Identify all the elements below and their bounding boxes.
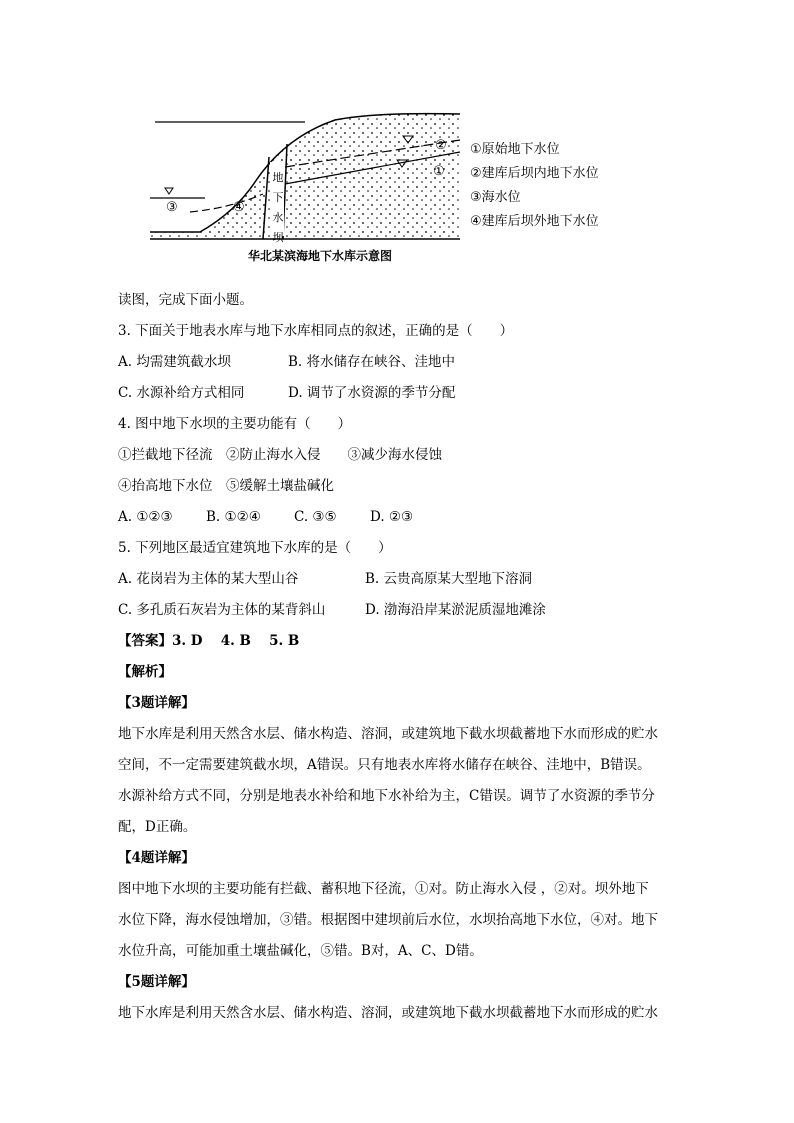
question-block [118, 285, 678, 1029]
question-4-items-2: ④抬高地下水位 ⑤缓解土壤盐碱化 [118, 478, 334, 494]
option-a[interactable]: A. 均需建筑截水坝 [118, 354, 231, 370]
detail-4-line: 图中地下水坝的主要功能有拦截、蓄积地下径流，①对。防止海水入侵 ，②对。坝外地下 [118, 881, 649, 897]
marker-1: ① [433, 164, 445, 179]
dam-label-char: 地 [272, 171, 284, 184]
question-3-stem: 3. 下面关于地表水库与地下水库相同点的叙述，正确的是（ ） [118, 323, 514, 339]
detail-3-line: 水源补给方式不同，分别是地表水补给和地下水补给为主，C错误。调节了水资源的季节分 [118, 788, 655, 804]
dam-label-char: 水 [272, 211, 284, 224]
option-d[interactable]: D. 渤海沿岸某淤泥质湿地滩涂 [365, 602, 546, 618]
option-d[interactable]: D. 调节了水资源的季节分配 [288, 385, 456, 401]
detail-3-line: 配，D正确。 [118, 819, 197, 835]
option-b[interactable]: B. ①②④ [206, 509, 261, 525]
marker-3: ③ [166, 200, 178, 215]
legend-item: ③海水位 [470, 190, 521, 205]
option-b[interactable]: B. 将水储存在峡谷、洼地中 [288, 354, 456, 370]
detail-3-title: 【3题详解】 [118, 695, 195, 711]
question-5-stem: 5. 下列地区最适宜建筑地下水库的是（ ） [118, 540, 392, 556]
question-5-options-row-1 [118, 564, 678, 595]
question-3-options-row-1 [118, 347, 678, 378]
dam-label [271, 168, 285, 248]
detail-3-line: 空间，不一定需要建筑截水坝，A错误。只有地表水库将水储存在峡谷、洼地中，B错误。 [118, 757, 651, 773]
option-c[interactable]: C. ③⑤ [294, 509, 337, 525]
option-c[interactable]: C. 水源补给方式相同 [118, 385, 245, 401]
legend-item: ④建库后坝外地下水位 [470, 214, 599, 229]
detail-4-line: 水位下降，海水侵蚀增加，③错。根据图中建坝前后水位，水坝抬高地下水位，④对。地下 [118, 912, 658, 928]
dam-label-char: 下 [272, 191, 284, 204]
detail-5-line: 地下水库是利用天然含水层、储水构造、溶洞，或建筑地下截水坝截蓄地下水而形成的贮水 [118, 1005, 658, 1021]
legend-item: ②建库后坝内地下水位 [470, 166, 599, 181]
question-4-stem: 4. 图中地下水坝的主要功能有（ ） [118, 416, 352, 432]
analysis-title: 【解析】 [118, 664, 172, 680]
answer-line: 【答案】3. D 4. B 5. B [118, 633, 300, 649]
question-4-options [118, 502, 678, 533]
detail-3-line: 地下水库是利用天然含水层、储水构造、溶洞，或建筑地下截水坝截蓄地下水而形成的贮水 [118, 726, 658, 742]
marker-4: ④ [233, 200, 245, 215]
option-a[interactable]: A. ①②③ [118, 509, 173, 525]
option-c[interactable]: C. 多孔质石灰岩为主体的某背斜山 [118, 602, 326, 618]
option-d[interactable]: D. ②③ [370, 509, 414, 525]
option-b[interactable]: B. 云贵高原某大型地下溶洞 [365, 571, 533, 587]
option-a[interactable]: A. 花岗岩为主体的某大型山谷 [118, 571, 299, 587]
detail-5-title: 【5题详解】 [118, 974, 195, 990]
figure-caption: 华北某滨海地下水库示意图 [248, 249, 393, 263]
ground-fill [150, 114, 460, 239]
water-level-triangle [165, 188, 173, 194]
intro-text: 读图，完成下面小题。 [118, 292, 253, 308]
detail-4-title: 【4题详解】 [118, 850, 195, 866]
question-5-options-row-2 [118, 595, 678, 626]
question-3-options-row-2 [118, 378, 678, 409]
legend-item: ①原始地下水位 [470, 142, 560, 157]
diagram-legend [470, 138, 599, 234]
marker-2: ② [435, 138, 447, 153]
detail-4-line: 水位升高，可能加重土壤盐碱化，⑤错。B对，A、C、D错。 [118, 943, 483, 959]
question-4-items-1: ①拦截地下径流 ②防止海水入侵 ③减少海水侵蚀 [118, 447, 442, 463]
dam-label-char: 坝 [272, 231, 284, 244]
